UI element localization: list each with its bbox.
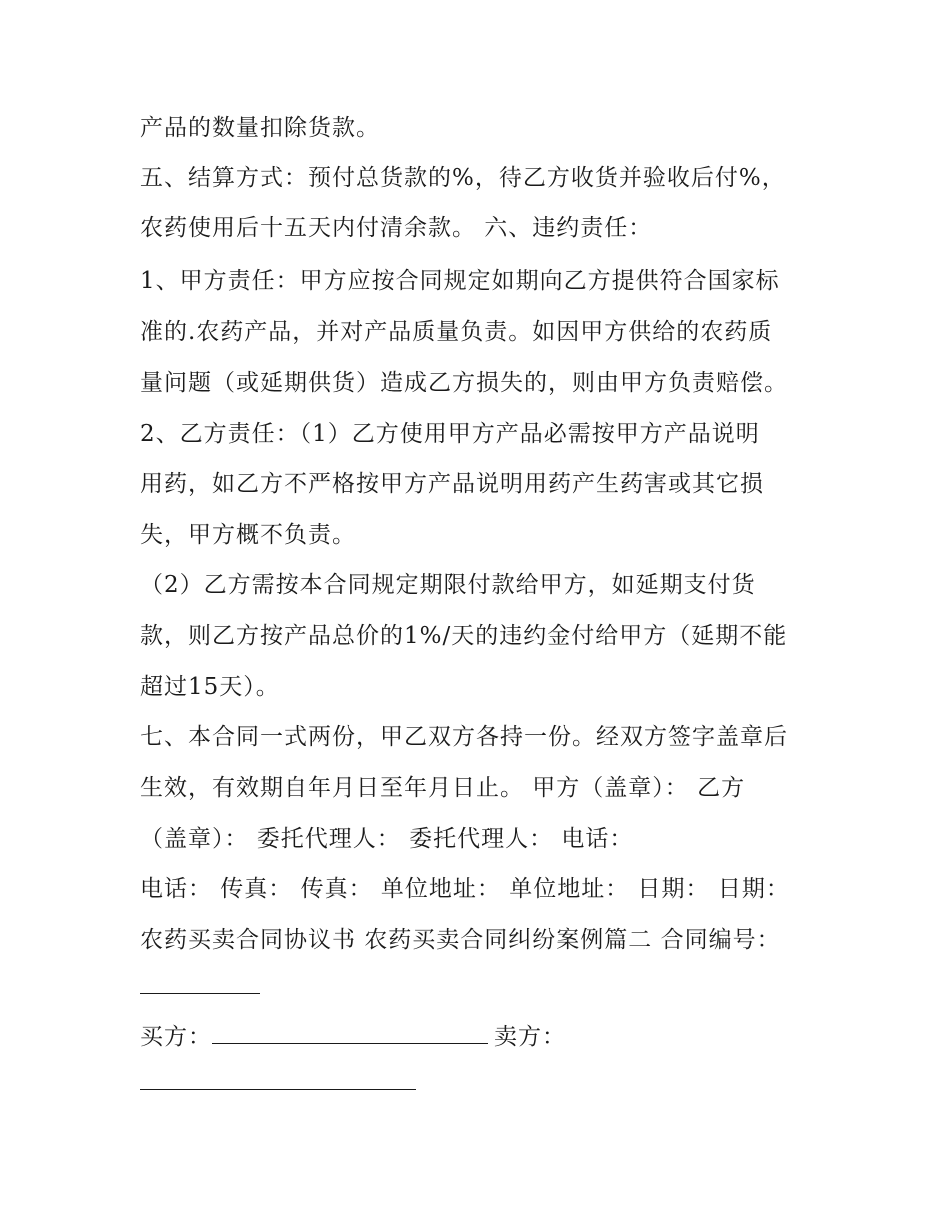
text-line: （2）乙方需按本合同规定期限付款给甲方，如延期支付货 [140, 572, 756, 598]
contract-number-blank-line [140, 972, 260, 1002]
text-line: 电话： 传真： 传真： 单位地址： 单位地址： 日期： 日期： [140, 876, 790, 902]
seller-blank-line [140, 1068, 416, 1098]
text-line: 农药使用后十五天内付清余款。 六、违约责任： [140, 215, 653, 241]
seller-blank[interactable] [140, 1069, 416, 1090]
text-line: 七、本合同一式两份，甲乙双方各持一份。经双方签字盖章后 [140, 724, 788, 750]
text-line: （盖章）： 委托代理人： 委托代理人： 电话： [140, 826, 634, 852]
seller-label: 卖方： [494, 1024, 566, 1050]
text-line: 2、乙方责任：（1）乙方使用甲方产品必需按甲方产品说明 [140, 421, 760, 447]
text-line: 款，则乙方按产品总价的1%/天的违约金付给甲方（延期不能 [140, 623, 788, 649]
text-line: 农药买卖合同协议书 农药买卖合同纠纷案例篇二 合同编号： [140, 927, 781, 953]
text-line: 生效，有效期自年月日至年月日止。 甲方（盖章）： 乙方 [140, 775, 746, 801]
contract-number-blank[interactable] [140, 973, 260, 994]
text-line: 五、结算方式：预付总货款的%，待乙方收货并验收后付%， [140, 165, 786, 191]
text-line: 产品的数量扣除货款。 [140, 115, 380, 141]
text-line: 准的.农药产品，并对产品质量负责。如因甲方供给的农药质 [140, 319, 773, 345]
text-line: 量问题（或延期供货）造成乙方损失的，则由甲方负责赔偿。 [140, 370, 788, 396]
text-line: 超过15天）。 [140, 674, 280, 700]
text-line: 1、甲方责任：甲方应按合同规定如期向乙方提供符合国家标 [140, 268, 780, 294]
buyer-label: 买方： [140, 1024, 212, 1050]
buyer-blank[interactable] [212, 1023, 488, 1044]
text-line: 用药，如乙方不严格按甲方产品说明用药产生药害或其它损 [140, 471, 764, 497]
buyer-seller-line [140, 1022, 566, 1052]
text-line: 失，甲方概不负责。 [140, 522, 356, 548]
